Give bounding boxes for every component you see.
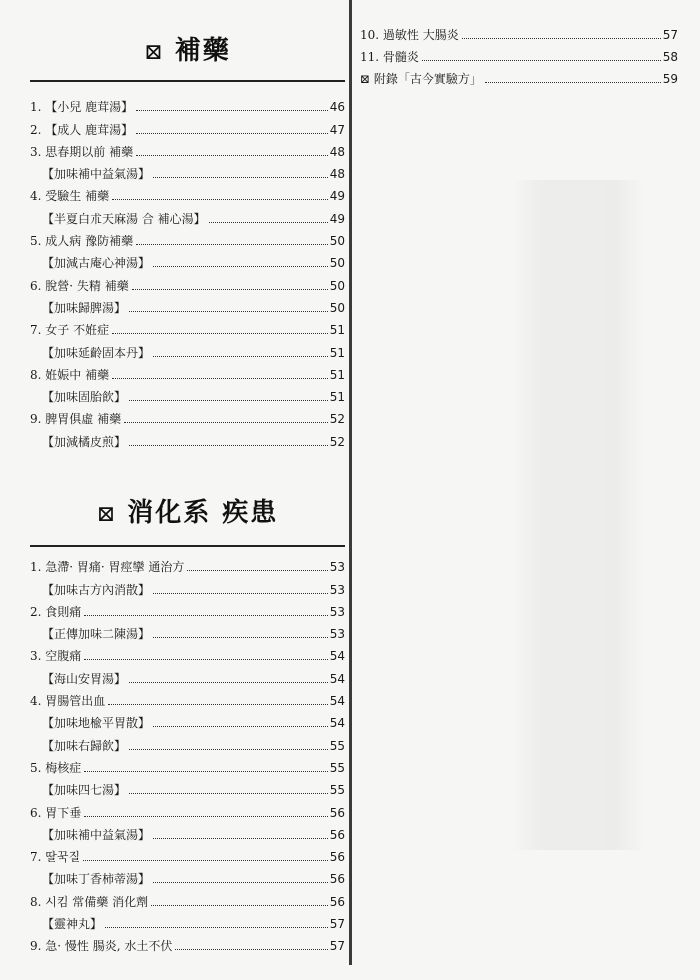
dot-leader <box>129 749 328 750</box>
page-number: 51 <box>329 323 345 338</box>
toc-subentry <box>30 820 345 842</box>
toc-subentry <box>30 337 345 359</box>
toc-subentry <box>30 159 345 181</box>
toc-entry <box>30 114 345 136</box>
toc-entry <box>30 181 345 203</box>
page-number: 50 <box>329 278 345 293</box>
dot-leader <box>153 593 328 594</box>
toc-entry <box>30 886 345 908</box>
entry-title: 【半夏白朮天麻湯 合 補心湯】 <box>42 211 206 226</box>
entry-title: 10. 過敏性 大腸炎 <box>360 28 459 42</box>
page-number: 54 <box>329 649 345 664</box>
entry-title: 7. 女子 不姙症 <box>30 323 110 338</box>
page-number: 57 <box>329 939 345 954</box>
entry-title: 【加味四七湯】 <box>42 783 127 798</box>
dot-leader <box>112 378 328 379</box>
entry-title: 8. 姙娠中 補藥 <box>30 367 110 382</box>
section-title-text: 消化系 疾患 <box>127 498 279 528</box>
entry-title: ⊠ 附錄「古今實驗方」 <box>360 72 482 86</box>
entry-title: 2. 【成人 鹿茸湯】 <box>30 122 134 137</box>
entry-title: 9. 脾胃俱虛 補藥 <box>30 412 122 427</box>
page-number: 53 <box>329 560 345 575</box>
entry-title: 6. 脫營· 失精 補藥 <box>30 278 129 293</box>
dot-leader <box>129 311 328 312</box>
section-rule <box>30 545 345 547</box>
page-number: 52 <box>329 412 345 427</box>
toc-entry <box>30 226 345 248</box>
page-number: 55 <box>329 783 345 798</box>
dot-leader <box>84 659 327 660</box>
entry-title: 4. 胃腸管出血 <box>30 694 106 709</box>
page-number: 54 <box>329 716 345 731</box>
dot-leader <box>209 222 328 223</box>
entry-title: 【加味古方內消散】 <box>42 582 151 597</box>
toc-entry <box>30 552 345 574</box>
page-number: 56 <box>329 850 345 865</box>
entry-title: 【加味歸脾湯】 <box>42 300 127 315</box>
page-number: 50 <box>329 256 345 271</box>
page-number: 55 <box>329 760 345 775</box>
dot-leader <box>187 570 327 571</box>
page-number: 56 <box>329 827 345 842</box>
toc-entry <box>360 42 678 64</box>
entry-title: 【加味補中益氣湯】 <box>42 827 151 842</box>
entry-title: 7. 딸꾹질 <box>30 850 81 865</box>
dot-leader <box>153 637 328 638</box>
section-title-text: 補藥 <box>174 36 231 66</box>
page-number: 52 <box>329 434 345 449</box>
page-number: 53 <box>329 627 345 642</box>
toc-subentry <box>30 382 345 404</box>
dot-leader <box>175 949 327 950</box>
toc-entry <box>30 137 345 159</box>
boxed-x-icon: ⊠ <box>144 40 165 65</box>
toc-subentry <box>30 293 345 315</box>
dot-leader <box>84 615 327 616</box>
entry-title: 9. 急· 慢性 腸炎, 水土不伏 <box>30 939 173 954</box>
dot-leader <box>136 155 328 156</box>
page-number: 58 <box>662 50 678 64</box>
page-number: 48 <box>329 144 345 159</box>
entry-title: 6. 胃下垂 <box>30 805 82 820</box>
page-number: 49 <box>329 189 345 204</box>
dot-leader <box>112 333 328 334</box>
page-number: 49 <box>329 211 345 226</box>
dot-leader <box>84 816 327 817</box>
entry-title: 4. 受驗生 補藥 <box>30 189 110 204</box>
toc-entry <box>30 315 345 337</box>
entry-title: 3. 思春期以前 補藥 <box>30 144 134 159</box>
section-title-boyak <box>30 30 345 67</box>
toc-entry <box>30 753 345 775</box>
toc-subentry <box>30 248 345 270</box>
page-number: 48 <box>329 167 345 182</box>
page-number: 56 <box>329 872 345 887</box>
dot-leader <box>129 793 328 794</box>
dot-leader <box>129 682 328 683</box>
toc-entry <box>30 931 345 953</box>
toc-subentry <box>30 730 345 752</box>
toc-entry <box>30 842 345 864</box>
dot-leader <box>132 289 328 290</box>
dot-leader <box>108 704 327 705</box>
dot-leader <box>151 905 328 906</box>
entry-title: 【海山安胃湯】 <box>42 671 127 686</box>
dot-leader <box>153 356 328 357</box>
page-number: 51 <box>329 345 345 360</box>
toc-subentry <box>30 864 345 886</box>
dot-leader <box>129 400 328 401</box>
toc-subentry <box>30 663 345 685</box>
dot-leader <box>83 860 328 861</box>
page-number: 57 <box>329 917 345 932</box>
toc-subentry <box>30 203 345 225</box>
dot-leader <box>153 838 328 839</box>
toc-entry <box>30 641 345 663</box>
entry-title: 【正傳加味二陳湯】 <box>42 627 151 642</box>
section-list-digestive <box>30 552 345 953</box>
toc-entry <box>30 92 345 114</box>
dot-leader <box>84 771 327 772</box>
page-number: 50 <box>329 300 345 315</box>
left-column <box>30 0 345 980</box>
dot-leader <box>105 927 328 928</box>
entry-title: 2. 食則痛 <box>30 604 82 619</box>
entry-title: 1. 【小兒 鹿茸湯】 <box>30 100 134 115</box>
section-list-boyak <box>30 92 345 449</box>
toc-entry <box>30 404 345 426</box>
page-number: 51 <box>329 390 345 405</box>
dot-leader <box>462 38 661 39</box>
toc-subentry <box>30 574 345 596</box>
entry-title: 【加味延齡固本丹】 <box>42 345 151 360</box>
toc-entry <box>30 270 345 292</box>
toc-subentry <box>30 708 345 730</box>
entry-title: 8. 시킴 常備藥 消化劑 <box>30 894 149 909</box>
entry-title: 【加味固胎飮】 <box>42 390 127 405</box>
dot-leader <box>112 199 328 200</box>
entry-title: 【加味右歸飮】 <box>42 738 127 753</box>
toc-subentry <box>30 619 345 641</box>
page-number: 54 <box>329 671 345 686</box>
page-number: 54 <box>329 694 345 709</box>
toc-subentry <box>30 909 345 931</box>
page-number: 47 <box>329 122 345 137</box>
bleed-through-shadow <box>512 180 644 850</box>
entry-title: 5. 成人病 豫防補藥 <box>30 234 134 249</box>
dot-leader <box>136 244 328 245</box>
entry-title: 【加減橘皮煎】 <box>42 434 127 449</box>
entry-title: 【加味補中益氣湯】 <box>42 167 151 182</box>
entry-title: 11. 骨髓炎 <box>360 50 419 64</box>
entry-title: 3. 空腹痛 <box>30 649 82 664</box>
boxed-x-icon: ⊠ <box>96 502 118 527</box>
toc-entry <box>30 597 345 619</box>
dot-leader <box>136 133 328 134</box>
page-number: 57 <box>662 28 678 42</box>
toc-entry <box>360 64 678 86</box>
page-number: 46 <box>329 100 345 115</box>
entry-title: 【加味地楡平胃散】 <box>42 716 151 731</box>
dot-leader <box>153 726 328 727</box>
page-number: 55 <box>329 738 345 753</box>
section-rule <box>30 80 345 82</box>
toc-entry <box>30 686 345 708</box>
entry-title: 5. 梅核症 <box>30 760 82 775</box>
page-number: 59 <box>662 72 678 86</box>
toc-entry <box>360 20 678 42</box>
page-number: 50 <box>329 234 345 249</box>
page-number: 53 <box>329 582 345 597</box>
toc-entry <box>30 797 345 819</box>
dot-leader <box>422 60 661 61</box>
dot-leader <box>153 882 328 883</box>
dot-leader <box>153 266 328 267</box>
page-number: 56 <box>329 894 345 909</box>
entry-title: 【加減古庵心神湯】 <box>42 256 151 271</box>
dot-leader <box>153 177 328 178</box>
section-title-digestive <box>30 492 345 529</box>
entry-title: 1. 急滯· 胃痛· 胃痙攣 通治方 <box>30 560 185 575</box>
page-number: 56 <box>329 805 345 820</box>
page-number: 51 <box>329 367 345 382</box>
column-divider <box>349 0 352 965</box>
dot-leader <box>485 82 661 83</box>
dot-leader <box>129 445 328 446</box>
dot-leader <box>124 422 328 423</box>
toc-entry <box>30 360 345 382</box>
dot-leader <box>136 110 328 111</box>
page-number: 53 <box>329 604 345 619</box>
toc-subentry <box>30 426 345 448</box>
section-list-continued <box>360 20 678 86</box>
toc-subentry <box>30 775 345 797</box>
entry-title: 【加味丁香柿蒂湯】 <box>42 872 151 887</box>
entry-title: 【靈神丸】 <box>42 917 103 932</box>
